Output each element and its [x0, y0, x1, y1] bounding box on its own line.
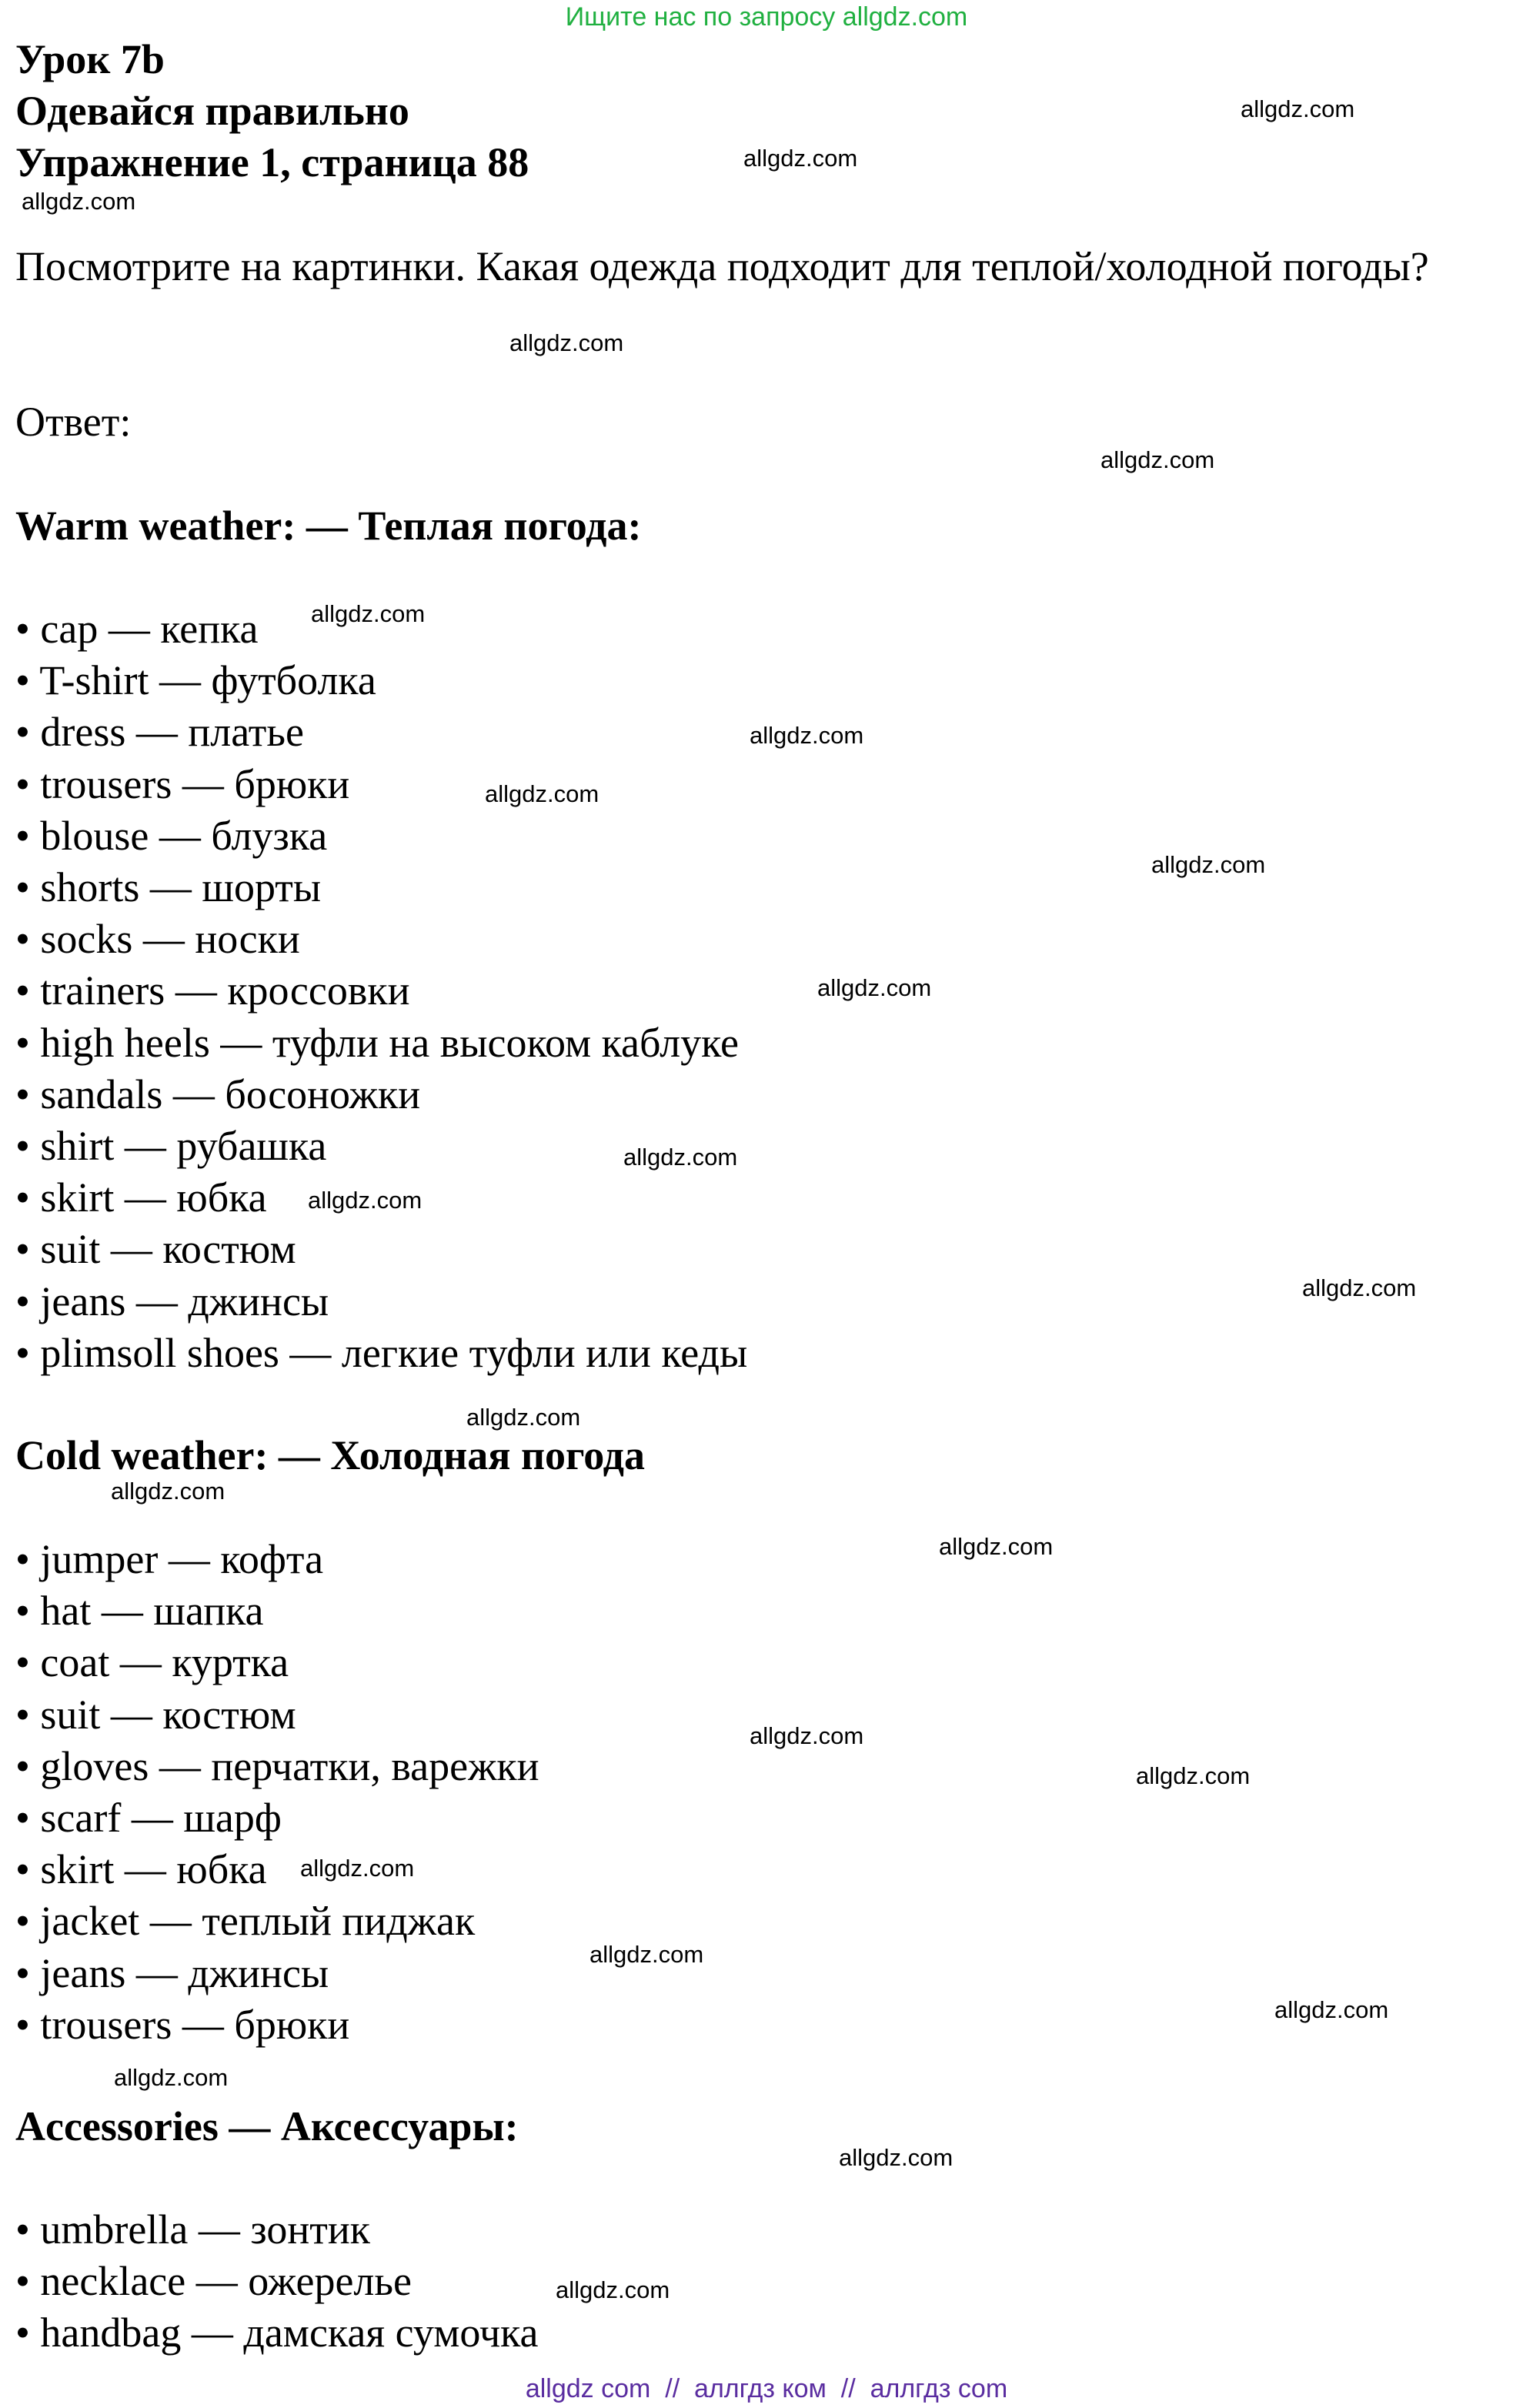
list-item: • umbrella — зонтик	[15, 2206, 370, 2253]
watermark: allgdz.com	[1100, 446, 1215, 473]
section-heading-accessories: Accessories — Аксессуары:	[15, 2103, 519, 2149]
watermark: allgdz.com	[750, 1722, 864, 1749]
top-banner: Ищите нас по запросу allgdz.com	[565, 2, 968, 32]
list-item: • jumper — кофта	[15, 1536, 324, 1582]
watermark: allgdz.com	[743, 145, 858, 172]
watermark: allgdz.com	[1151, 851, 1266, 878]
watermark: allgdz.com	[485, 780, 600, 807]
watermark: allgdz.com	[308, 1187, 422, 1214]
list-item: • shirt — рубашка	[15, 1123, 327, 1170]
watermark: allgdz.com	[1302, 1274, 1417, 1301]
watermark: allgdz.com	[111, 1478, 225, 1505]
watermark: allgdz.com	[114, 2064, 229, 2091]
list-item: • trousers — брюки	[15, 2001, 350, 2048]
warm-weather-list	[15, 603, 747, 1379]
task-text: Посмотрите на картинки. Какая одежда подходит для теплой/холодной погоды?	[15, 243, 1429, 289]
list-item: • jeans — джинсы	[15, 1277, 329, 1324]
list-item: • suit — костюм	[15, 1691, 296, 1738]
list-item: • socks — носки	[15, 916, 300, 963]
list-item: • suit — костюм	[15, 1226, 296, 1273]
list-item: • coat — куртка	[15, 1639, 289, 1686]
watermark: allgdz.com	[1241, 95, 1355, 122]
list-item: • high heels — туфли на высоком каблуке	[15, 1019, 739, 1066]
list-item: • cap — кепка	[15, 606, 259, 652]
watermark: allgdz.com	[589, 1941, 704, 1968]
section-heading-warm: Warm weather: — Теплая погода:	[15, 503, 642, 549]
list-item: • handbag — дамская сумочка	[15, 2309, 539, 2356]
list-item: • necklace — ожерелье	[15, 2258, 412, 2305]
exercise-title: Упражнение 1, страница 88	[15, 139, 529, 185]
list-item: • blouse — блузка	[15, 812, 328, 859]
list-item: • sandals — босоножки	[15, 1070, 421, 1117]
watermark: allgdz.com	[556, 2276, 670, 2303]
watermark: allgdz.com	[300, 1855, 415, 1882]
accessories-list	[15, 2204, 539, 2360]
list-item: • trousers — брюки	[15, 760, 350, 807]
list-item: • jacket — теплый пиджак	[15, 1898, 476, 1945]
footer-links: allgdz com // аллгдз ком // аллгдз com	[525, 2374, 1008, 2403]
list-item: • skirt — юбка	[15, 1174, 267, 1221]
list-item: • plimsoll shoes — легкие туфли или кеды	[15, 1329, 748, 1376]
section-heading-cold: Cold weather: — Холодная погода	[15, 1432, 645, 1478]
lesson-title: Урок 7b	[15, 36, 165, 82]
list-item: • hat — шапка	[15, 1588, 264, 1635]
list-item: • dress — платье	[15, 709, 304, 756]
list-item: • T-shirt — футболка	[15, 657, 376, 704]
watermark: allgdz.com	[22, 188, 136, 215]
watermark: allgdz.com	[839, 2144, 954, 2171]
list-item: • jeans — джинсы	[15, 1949, 329, 1996]
watermark: allgdz.com	[509, 329, 624, 356]
watermark: allgdz.com	[623, 1144, 738, 1171]
watermark: allgdz.com	[466, 1404, 581, 1431]
list-item: • scarf — шарф	[15, 1795, 282, 1842]
watermark: allgdz.com	[939, 1533, 1054, 1560]
lesson-subtitle: Одевайся правильно	[15, 88, 409, 134]
watermark: allgdz.com	[750, 722, 864, 749]
answer-label: Ответ:	[15, 399, 132, 445]
list-item: • skirt — юбка	[15, 1846, 267, 1893]
watermark: allgdz.com	[817, 974, 932, 1001]
watermark: allgdz.com	[311, 600, 426, 627]
watermark: allgdz.com	[1136, 1762, 1251, 1789]
watermark: allgdz.com	[1274, 1996, 1389, 2023]
cold-weather-list	[15, 1534, 539, 2051]
list-item: • shorts — шорты	[15, 864, 322, 911]
list-item: • gloves — перчатки, варежки	[15, 1742, 539, 1789]
list-item: • trainers — кроссовки	[15, 967, 410, 1014]
